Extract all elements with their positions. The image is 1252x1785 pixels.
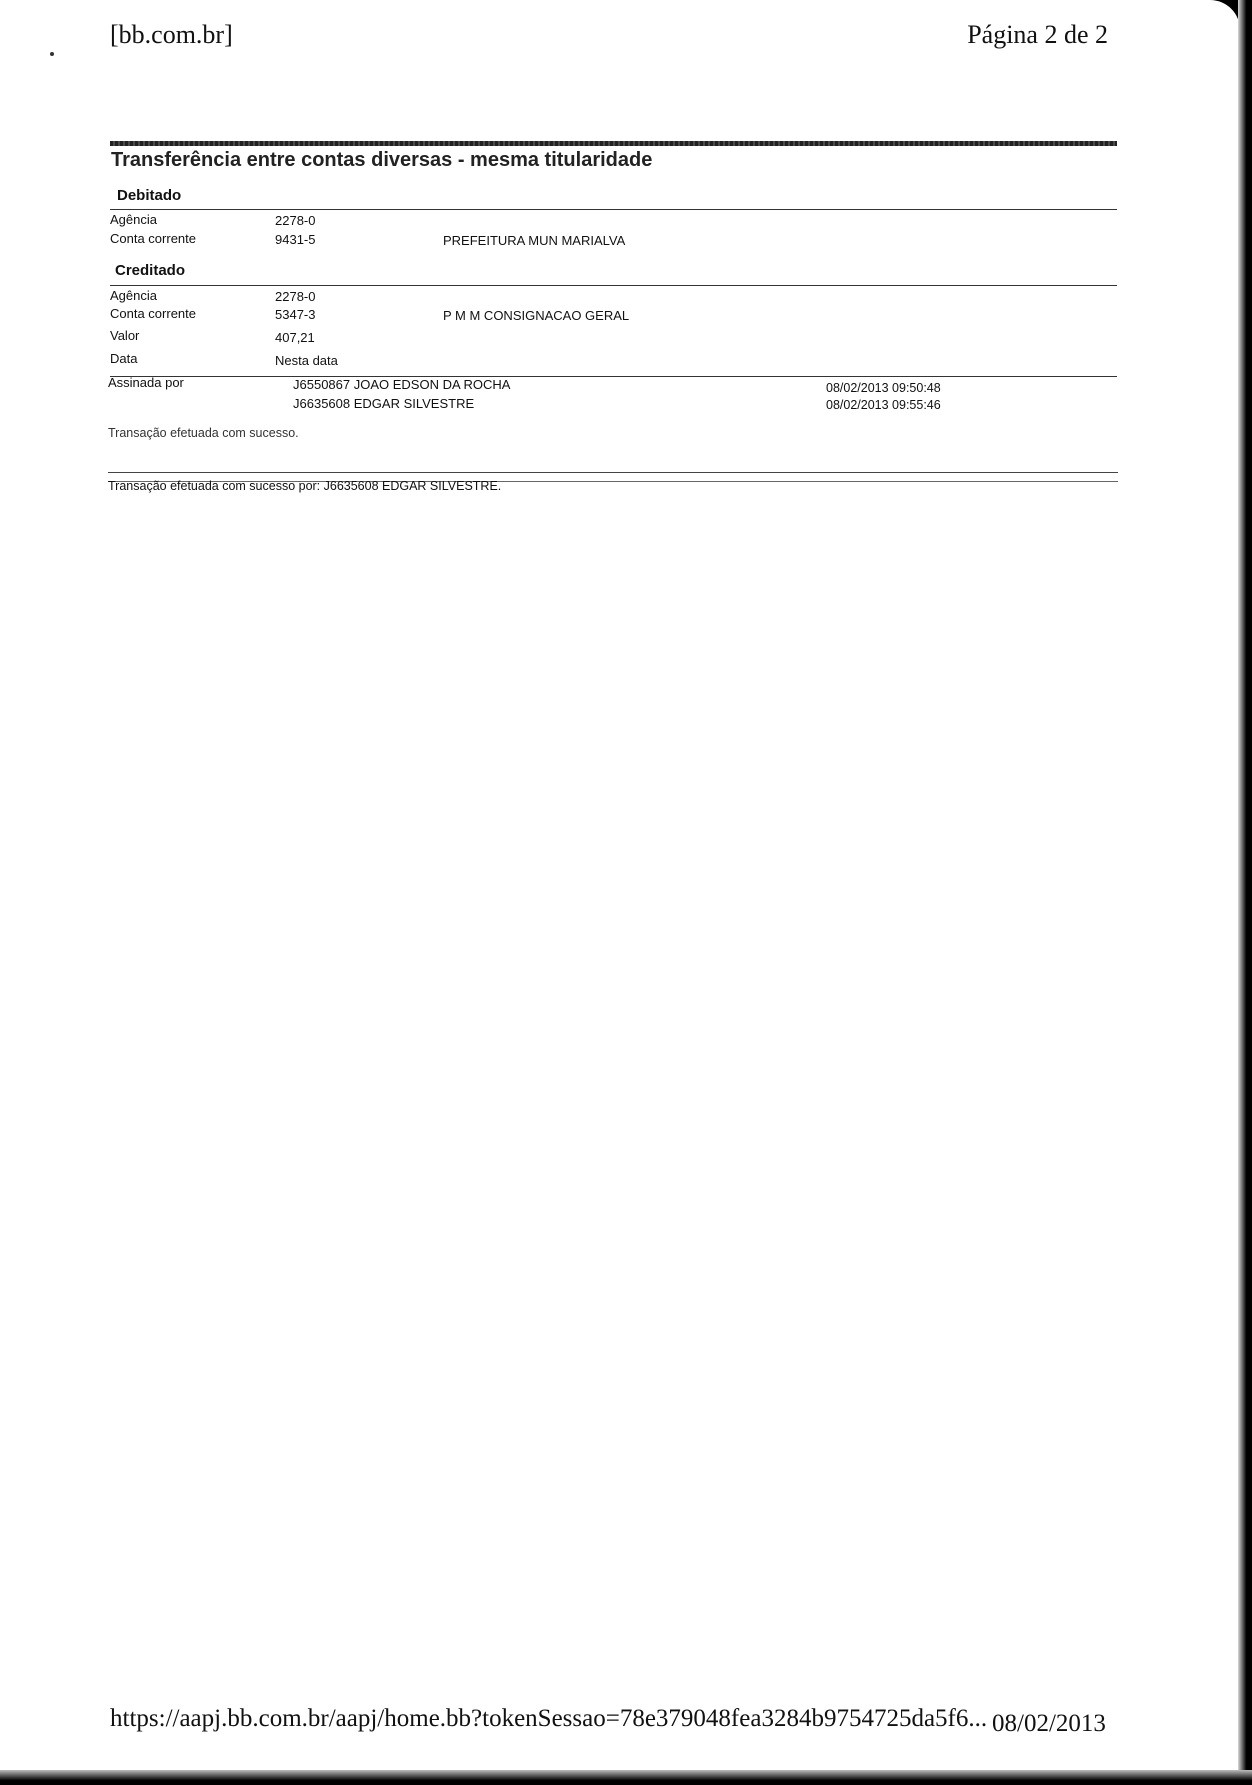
data-value: Nesta data (275, 353, 338, 368)
signer-name: J6550867 JOAO EDSON DA ROCHA (293, 377, 511, 392)
divider (108, 472, 1118, 473)
page-title: Transferência entre contas diversas - mesma titularidade (111, 149, 653, 171)
signer-name: J6635608 EDGAR SILVESTRE (293, 396, 475, 411)
valor-label: Valor (110, 328, 140, 343)
scan-edge-bottom (0, 1770, 1252, 1785)
debitado-titular: PREFEITURA MUN MARIALVA (443, 233, 626, 248)
status-message: Transação efetuada com sucesso. (108, 426, 299, 440)
assinada-por-label: Assinada por (108, 375, 184, 390)
debitado-conta-label: Conta corrente (110, 231, 196, 246)
scan-speck (50, 52, 54, 56)
debitado-agencia-label: Agência (110, 212, 157, 227)
creditado-agencia-label: Agência (110, 288, 157, 303)
print-header-page: Página 2 de 2 (967, 20, 1108, 49)
scan-edge-right (1238, 0, 1252, 1785)
debitado-heading: Debitado (117, 187, 182, 204)
signer-timestamp: 08/02/2013 09:55:46 (826, 398, 941, 412)
signer-timestamp: 08/02/2013 09:50:48 (826, 381, 941, 395)
print-footer-date: 08/02/2013 (992, 1710, 1106, 1737)
creditado-conta-value: 5347-3 (275, 307, 316, 322)
divider (110, 285, 1117, 286)
divider (110, 376, 1117, 377)
creditado-agencia-value: 2278-0 (275, 289, 316, 304)
print-footer-url: https://aapj.bb.com.br/aapj/home.bb?tokenSessao=78e379048fea3284b9754725da5f6... (110, 1705, 988, 1732)
divider (110, 209, 1117, 210)
data-label: Data (110, 351, 138, 366)
debitado-agencia-value: 2278-0 (275, 213, 316, 228)
creditado-conta-label: Conta corrente (110, 306, 196, 321)
print-header-site: [bb.com.br] (110, 20, 233, 49)
debitado-conta-value: 9431-5 (275, 232, 316, 247)
status-footer: Transação efetuada com sucesso por: J6635608 EDGAR SILVESTRE. (108, 479, 502, 493)
valor-value: 407,21 (275, 330, 315, 345)
title-bar (110, 141, 1117, 146)
creditado-heading: Creditado (115, 262, 186, 279)
creditado-titular: P M M CONSIGNACAO GERAL (443, 308, 630, 323)
